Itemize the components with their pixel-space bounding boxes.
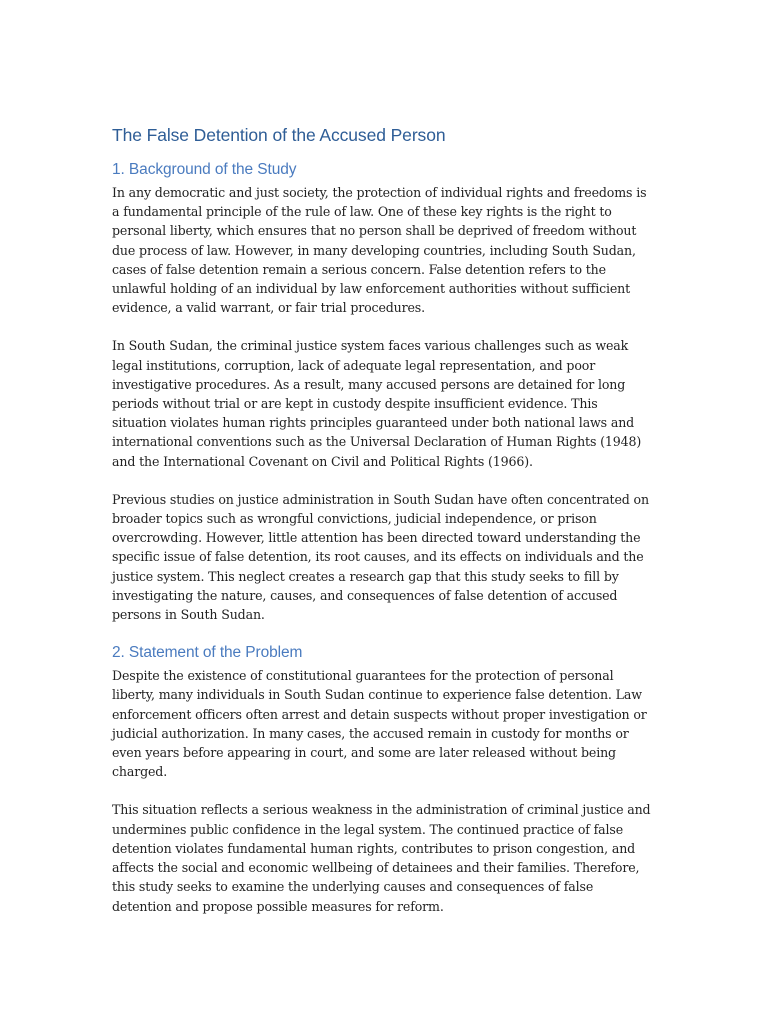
document-page <box>112 124 652 935</box>
section-problem-statement <box>112 643 652 915</box>
paragraph: In South Sudan, the criminal justice system faces various challenges such as weak legal institutions, corruption, lack of adequate legal representation, and poor investigative procedures. As a result, many accused persons are detained for long periods without trial or are kept in custody despite insufficient evidence. This situation violates human rights principles guaranteed under both national laws and international conventions such as the Universal Declaration of Human Rights (1948) and the International Covenant on Civil and Political Rights (1966). <box>112 338 642 469</box>
paragraph: Previous studies on justice administration in South Sudan have often concentrated on broader topics such as wrongful convictions, judicial independence, or prison overcrowding. However, little attention has been directed toward understanding the specific issue of false detention, its root causes, and its effects on individuals and the justice system. This neglect creates a research gap that this study seeks to fill by investigating the nature, causes, and consequences of false detention of accused persons in South Sudan. <box>112 491 649 623</box>
document-title: The False Detention of the Accused Person <box>112 125 446 145</box>
paragraph: Despite the existence of constitutional guarantees for the protection of personal liberty, many individuals in South Sudan continue to experience false detention. Law enforcement officers often arrest and detain suspects without proper investigation or judicial authorization. In many cases, the accused remain in custody for months or even years before appearing in court, and some are later released without being charged. <box>112 668 647 780</box>
section-background <box>112 160 652 624</box>
paragraph: This situation reflects a serious weakness in the administration of criminal justice and undermines public confidence in the legal system. The continued practice of false detention violates fundamental human rights, contributes to prison congestion, and affects the social and economic wellbeing of detainees and their families. Therefore, this study seeks to examine the underlying causes and consequences of false detention and propose possible measures for reform. <box>112 802 651 914</box>
section-heading-background: 1. Background of the Study <box>112 161 297 178</box>
paragraph: In any democratic and just society, the protection of individual rights and freedoms is a fundamental principle of the rule of law. One of these key rights is the right to personal liberty, which ensures that no person shall be deprived of freedom without due process of law. However, in many developing countries, including South Sudan, cases of false detention remain a serious concern. False detention refers to the unlawful holding of an individual by law enforcement authorities without sufficient evidence, a valid warrant, or fair trial procedures. <box>112 185 647 316</box>
section-heading-problem-statement: 2. Statement of the Problem <box>112 644 303 662</box>
